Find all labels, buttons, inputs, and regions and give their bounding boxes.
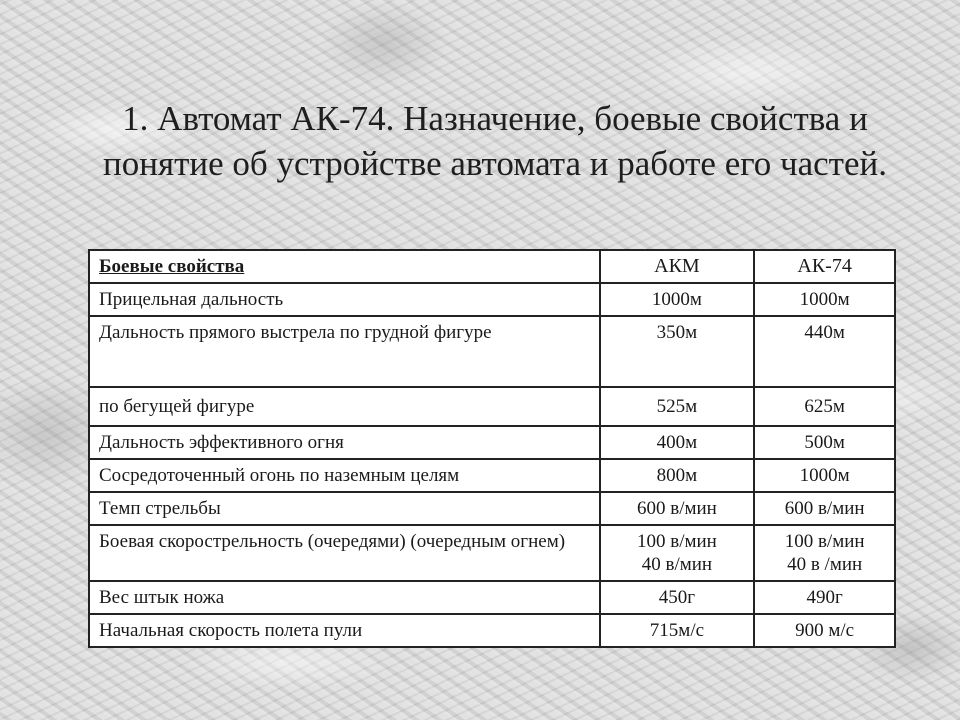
header-properties: Боевые свойства bbox=[89, 250, 600, 283]
akm-value: 715м/с bbox=[600, 614, 755, 647]
property-cell: Темп стрельбы bbox=[89, 492, 600, 525]
property-cell: Вес штык ножа bbox=[89, 581, 600, 614]
table-row bbox=[89, 283, 895, 316]
akm-value: 800м bbox=[600, 459, 755, 492]
ak74-value: 490г bbox=[754, 581, 895, 614]
akm-value: 350м bbox=[600, 316, 755, 387]
property-cell: Прицельная дальность bbox=[89, 283, 600, 316]
table-row bbox=[89, 614, 895, 647]
table-row bbox=[89, 459, 895, 492]
table-row bbox=[89, 316, 895, 387]
ak74-value: 440м bbox=[754, 316, 895, 387]
akm-value: 600 в/мин bbox=[600, 492, 755, 525]
ak74-value: 500м bbox=[754, 426, 895, 459]
table-row bbox=[89, 426, 895, 459]
akm-value: 525м bbox=[600, 387, 755, 426]
property-cell: Дальность эффективного огня bbox=[89, 426, 600, 459]
ak74-value: 600 в/мин bbox=[754, 492, 895, 525]
ak74-value: 625м bbox=[754, 387, 895, 426]
combat-properties-table bbox=[88, 249, 896, 648]
ak74-value-line: 40 в /мин bbox=[787, 554, 863, 575]
table-row bbox=[89, 492, 895, 525]
property-cell: Боевая скорострельность (очередями) (очередным огнем) bbox=[89, 525, 600, 581]
ak74-value bbox=[754, 525, 895, 581]
header-ak74: АК-74 bbox=[754, 250, 895, 283]
akm-value: 450г bbox=[600, 581, 755, 614]
table-row bbox=[89, 581, 895, 614]
akm-value: 1000м bbox=[600, 283, 755, 316]
property-cell: Дальность прямого выстрела по грудной фигуре bbox=[89, 316, 600, 387]
akm-value bbox=[600, 525, 755, 581]
table-row bbox=[89, 525, 895, 581]
property-cell: Сосредоточенный огонь по наземным целям bbox=[89, 459, 600, 492]
ak74-value: 1000м bbox=[754, 283, 895, 316]
ak74-value: 1000м bbox=[754, 459, 895, 492]
table-header-row bbox=[89, 250, 895, 283]
ak74-value-line: 100 в/мин bbox=[784, 531, 865, 552]
slide-title: 1. Автомат АК-74. Назначение, боевые свойства и понятие об устройстве автомата и работе его частей. bbox=[103, 99, 887, 183]
ak74-value: 900 м/с bbox=[754, 614, 895, 647]
akm-value-line: 40 в/мин bbox=[641, 554, 713, 575]
property-cell: по бегущей фигуре bbox=[89, 387, 600, 426]
akm-value: 400м bbox=[600, 426, 755, 459]
table-row bbox=[89, 387, 895, 426]
property-cell: Начальная скорость полета пули bbox=[89, 614, 600, 647]
akm-value-line: 100 в/мин bbox=[636, 531, 717, 552]
header-akm: АКМ bbox=[600, 250, 755, 283]
